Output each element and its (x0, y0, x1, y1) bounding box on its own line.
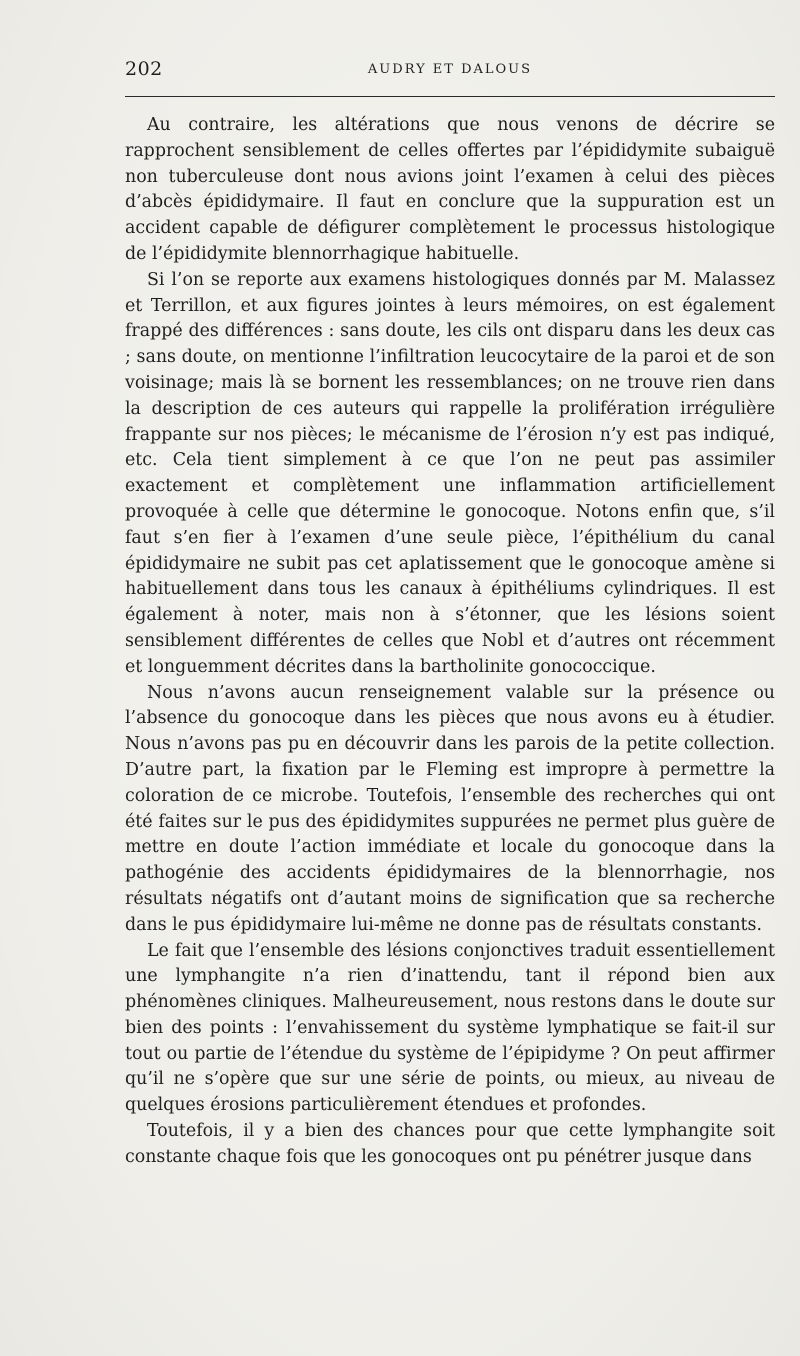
paragraph: Toutefois, il y a bien des chances pour que cette lymphangite soit constante chaque fois que les gonocoques ont pu pénétrer jusque dans (125, 1121, 775, 1167)
paragraph: Le fait que l’ensemble des lésions conjonctives traduit essentiellement une lymphangite n’a rien d’inattendu, tant il répond bien aux phénomènes cliniques. Malheureusement, nous restons dans le doute sur bien des points : l’envahissement du système lymphatique se fait-il sur tout ou partie de l’étendue du système de l’épipidyme ? On peut affirmer qu’il ne s’opère que sur une série de points, ou mieux, au niveau de quelques érosions particulièrement étendues et profondes. (125, 940, 775, 1116)
running-head (125, 58, 775, 86)
paragraph: Si l’on se reporte aux examens histologiques donnés par M. Malassez et Terrillon, et aux figures jointes à leurs mémoires, on est également frappé des différences : sans doute, les cils ont disparu dans les deux cas ; sans doute, on mentionne l’infiltration leucocytaire de la paroi et de son voisinage; mais là se bornent les ressemblances; on ne trouve rien dans la description de ces auteurs qui rappelle la prolifération irrégulière frappante sur nos pièces; le mécanisme de l’érosion n’y est pas indiqué, etc. Cela tient simplement à ce que l’on ne peut pas assimiler exactement et complètement une inflammation artificiellement provoquée à celle que détermine le gonocoque. Notons enfin que, s’il faut s’en fier à l’examen d’une seule pièce, l’épithélium du canal épididymaire ne subit pas cet aplatissement que le gonocoque amène si habituellement dans tous les canaux à épithéliums cylindriques. Il est également à noter, mais non à s’étonner, que les lésions soient sensiblement différentes de celles que Nobl et d’autres ont récemment et longuemment décrites dans la bartholinite gonococcique. (125, 269, 775, 677)
page-number: 202 (125, 58, 163, 80)
running-title: AUDRY ET DALOUS (367, 62, 533, 77)
paragraph: Au contraire, les altérations que nous venons de décrire se rapprochent sensiblement de celles offertes par l’épididymite subaiguë non tuberculeuse dont nous avions joint l’examen à celui des pièces d’abcès épididymaire. Il faut en conclure que la suppuration est un accident capable de défigurer complètement le processus histologique de l’épididymite blennorrhagique habituelle. (125, 115, 775, 264)
header-rule (125, 96, 775, 97)
body-text (125, 113, 775, 1171)
paragraph: Nous n’avons aucun renseignement valable sur la présence ou l’absence du gonocoque dans les pièces que nous avons eu à étudier. Nous n’avons pas pu en découvrir dans les parois de la petite collection. D’autre part, la fixation par le Fleming est impropre à permettre la coloration de ce microbe. Toutefois, l’ensemble des recherches qui ont été faites sur le pus des épididymites suppurées ne permet plus guère de mettre en doute l’action immédiate et locale du gonocoque dans la pathogénie des accidents épididymaires de la blennorrhagie, nos résultats négatifs ont d’autant moins de signification que sa recherche dans le pus épididymaire lui-même ne donne pas de résultats constants. (125, 682, 775, 935)
